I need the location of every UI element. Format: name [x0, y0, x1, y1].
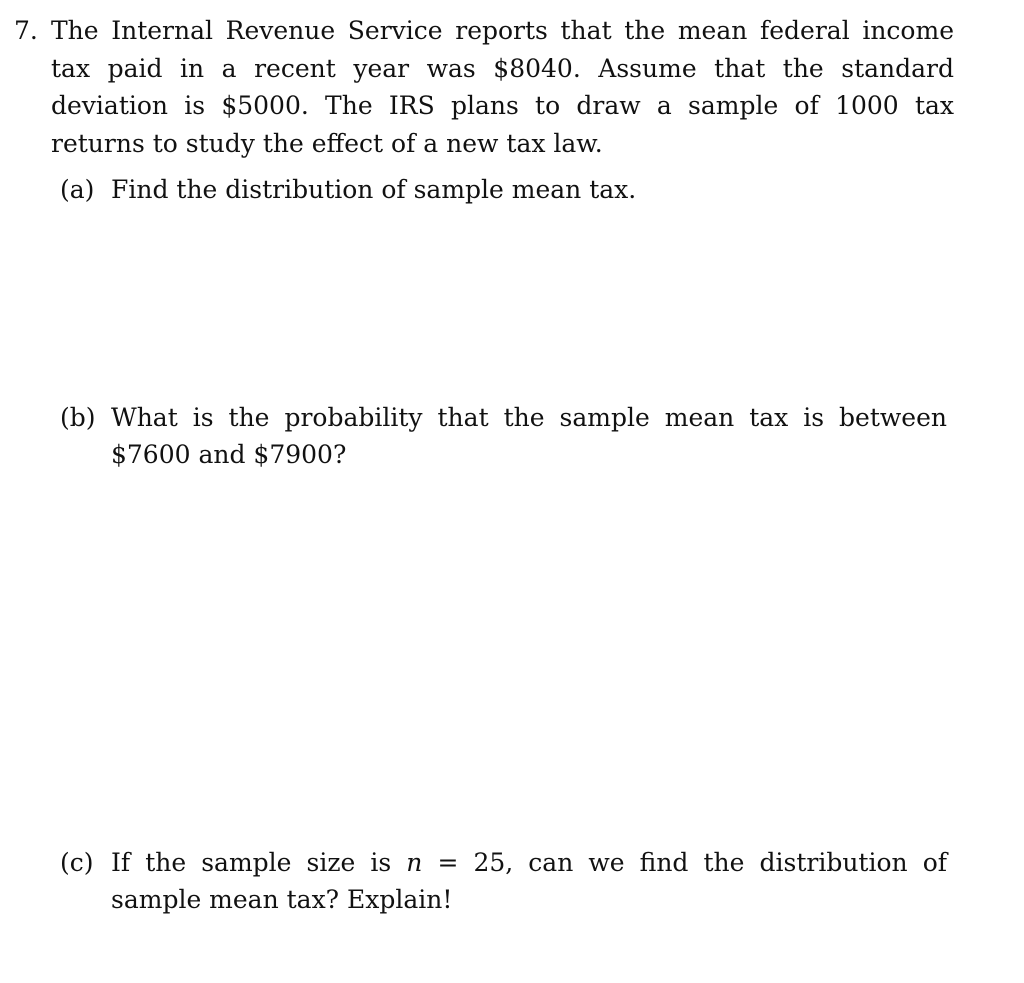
part-c-label: (c) — [60, 848, 94, 877]
part-c — [60, 844, 947, 918]
part-b — [60, 399, 947, 473]
problem-7 — [14, 12, 954, 162]
problem-statement: The Internal Revenue Service reports that the mean federal income tax paid in a recent year was $8040. Assume that the standard deviation is $5000. The IRS plans to draw a sample of 1000 tax returns to study the effect of a new tax law. — [51, 16, 954, 158]
part-a-text: Find the distribution of sample mean tax. — [111, 175, 637, 204]
part-a-label: (a) — [60, 175, 95, 204]
problem-number: 7. — [14, 16, 38, 45]
part-a — [60, 171, 947, 208]
part-b-text: What is the probability that the sample mean tax is between $7600 and $7900? — [111, 403, 947, 469]
part-b-label: (b) — [60, 403, 96, 432]
sample-size-variable: n — [406, 848, 423, 877]
part-c-text — [111, 844, 947, 918]
part-c-text-after: = 25, can we find the distribution of sample mean tax? Explain! — [111, 848, 947, 914]
part-c-text-before: If the sample size is — [111, 848, 407, 877]
